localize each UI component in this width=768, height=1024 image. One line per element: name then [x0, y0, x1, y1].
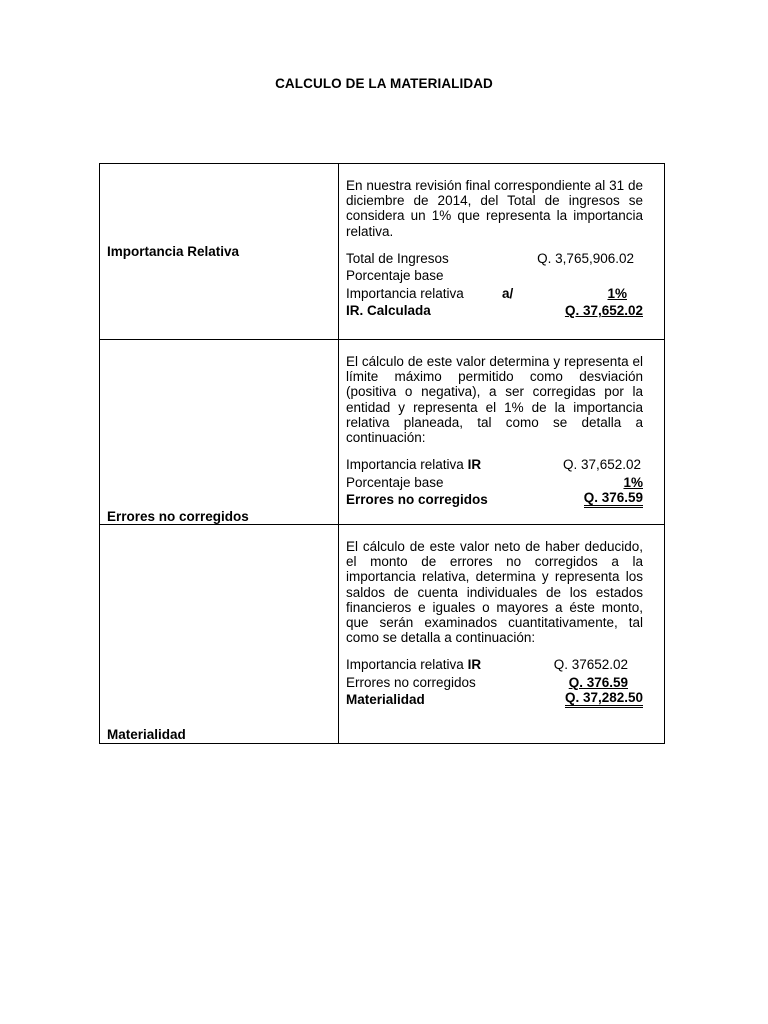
calc-row: [346, 250, 643, 268]
calculation-block: [346, 656, 643, 709]
row-label: Errores no corregidos: [107, 508, 249, 524]
calc-label: Errores no corregidos: [346, 674, 476, 690]
table-row-errores-no-corregidos: [100, 340, 665, 525]
calc-row: [346, 456, 643, 474]
calc-label: Materialidad: [346, 692, 425, 708]
calculation-block: [346, 456, 643, 509]
calc-label: Importancia relativa IR: [346, 657, 482, 673]
row-label: Importancia Relativa: [107, 244, 240, 259]
materiality-table: [99, 163, 665, 744]
calc-row: [346, 491, 643, 509]
calc-value: Q. 3,765,906.02: [537, 250, 634, 266]
calc-row: [346, 674, 643, 692]
calc-label: Total de Ingresos: [346, 250, 449, 266]
calculation-block: [346, 250, 643, 320]
row-label-cell: [100, 340, 339, 525]
calc-label: Porcentaje base: [346, 268, 444, 284]
calc-row: [346, 285, 643, 303]
calc-row: [346, 302, 643, 320]
document-title: CALCULO DE LA MATERIALIDAD: [275, 76, 493, 91]
calc-row: [346, 474, 643, 492]
row-label-cell: [100, 525, 339, 744]
description-paragraph: El cálculo de este valor neto de haber deducido, el monto de errores no corregidos a la importancia relativa, determina y representa los saldos de cuenta individuales de los estados financieros e iguales o mayores a éste monto, que serán examinados cuantitativamente, tal como se detalla a continuación:: [346, 539, 643, 646]
calc-row: [346, 267, 643, 285]
calc-value: 1%: [607, 285, 627, 301]
calc-value: Q. 376.59: [568, 674, 628, 690]
calc-total-value: Q. 37,652.02: [564, 303, 643, 319]
calc-label: Porcentaje base: [346, 474, 444, 490]
calc-row: [346, 656, 643, 674]
calc-label: Errores no corregidos: [346, 492, 488, 508]
calc-value: Q. 37,652.02: [562, 457, 641, 473]
table-row-importancia-relativa: [100, 164, 665, 340]
description-paragraph: El cálculo de este valor determina y representa el límite máximo permitido como desviación (positiva o negativa), a ser corregidas por la entidad y representa el 1% de la importancia relativa planeada, tal como se detalla a continuación:: [346, 354, 643, 446]
row-content-cell: [339, 525, 665, 744]
calc-label: Importancia relativa IR: [346, 457, 482, 473]
table-row-materialidad: [100, 525, 665, 744]
calc-label: IR. Calculada: [346, 303, 431, 319]
row-label: Materialidad: [107, 726, 186, 742]
calc-marker: a/: [502, 285, 514, 301]
row-label-cell: [100, 164, 339, 340]
calc-total-value: Q. 37,282.50: [565, 691, 643, 708]
calc-total-value: Q. 376.59: [584, 491, 643, 508]
row-content-cell: [339, 340, 665, 525]
calc-value: 1%: [623, 474, 643, 490]
calc-value: Q. 37652.02: [553, 657, 628, 673]
description-paragraph: En nuestra revisión final correspondiente al 31 de diciembre de 2014, del Total de ingresos se considera un 1% que representa la importancia relativa.: [346, 178, 643, 239]
row-content-cell: [339, 164, 665, 340]
calc-row: [346, 691, 643, 709]
calc-label: Importancia relativa: [346, 285, 464, 301]
